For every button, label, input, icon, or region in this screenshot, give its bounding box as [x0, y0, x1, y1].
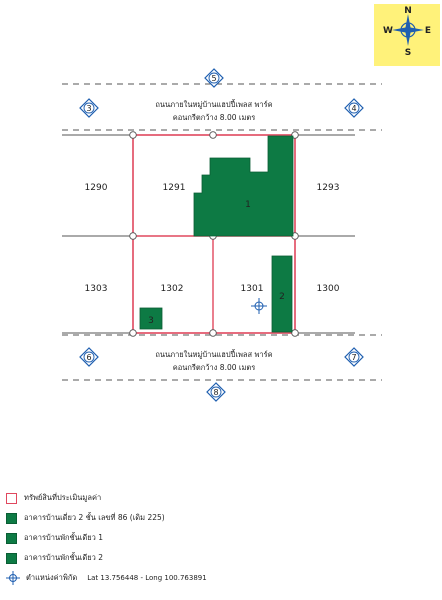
- viewpoint-5-label: 5: [211, 74, 217, 83]
- viewpoint-3-label: 3: [86, 104, 92, 113]
- bottom-road-name: ถนนภายในหมู่บ้านแฮปปี้เพลส พาร์ค: [155, 350, 273, 359]
- top-road-width: คอนกรีตกว้าง 8.00 เมตร: [172, 113, 256, 122]
- compass-east: E: [424, 26, 432, 36]
- legend-building-1-label: อาคารบ้านเดี่ยว 2 ชั้น เลขที่ 86 (เดิม 225): [24, 513, 165, 522]
- viewpoint-7-icon: [345, 348, 363, 366]
- legend-building-3: [6, 548, 436, 568]
- top-road-name: ถนนภายในหมู่บ้านแฮปปี้เพลส พาร์ค: [155, 100, 273, 109]
- legend-location: [6, 568, 436, 588]
- parcel-1302: 1302: [160, 284, 184, 294]
- legend-building-2-label: อาคารบ้านพักชั้นเดียว 1: [24, 533, 103, 542]
- lat-long-readout: Lat 13.756448 - Long 100.763891: [87, 574, 207, 582]
- parcel-1290: 1290: [84, 183, 108, 193]
- bottom-road-width: คอนกรีตกว้าง 8.00 เมตร: [172, 363, 256, 372]
- compass-north: N: [404, 6, 412, 16]
- building-swatch-icon: [6, 533, 17, 544]
- parcel-1291: 1291: [162, 183, 186, 193]
- parcel-1300: 1300: [316, 284, 340, 294]
- building-2-label: 2: [279, 292, 285, 302]
- subject-swatch-icon: [6, 493, 17, 504]
- building-swatch-icon: [6, 513, 17, 524]
- parcel-1293: 1293: [316, 183, 340, 193]
- viewpoint-6-label: 6: [86, 353, 92, 362]
- building-3: [140, 308, 162, 329]
- legend-subject-label: ทรัพย์สินที่ประเมินมูลค่า: [24, 493, 102, 502]
- parcel-1301: 1301: [240, 284, 264, 294]
- viewpoint-7-label: 7: [351, 353, 357, 362]
- viewpoint-4-label: 4: [351, 104, 357, 113]
- viewpoint-3-icon: [80, 99, 98, 117]
- building-3-label: 3: [148, 316, 154, 326]
- viewpoint-4-icon: [345, 99, 363, 117]
- legend-building-3-label: อาคารบ้านพักชั้นเดียว 2: [24, 553, 103, 562]
- legend-building-2: [6, 528, 436, 548]
- compass-west: W: [383, 26, 393, 36]
- building-swatch-icon: [6, 553, 17, 564]
- legend-subject: [6, 488, 436, 508]
- legend-building-1: [6, 508, 436, 528]
- legend-location-label: ตำแหน่งค่าพิกัด: [26, 573, 78, 582]
- viewpoint-6-icon: [80, 348, 98, 366]
- building-1-label: 1: [245, 200, 251, 210]
- map-legend: [6, 488, 436, 588]
- building-2: [272, 256, 292, 332]
- parcel-1303: 1303: [84, 284, 108, 294]
- viewpoint-8-icon: [207, 383, 225, 401]
- crosshair-icon: [6, 571, 20, 585]
- building-1: [194, 136, 293, 236]
- compass-icon: [374, 4, 440, 66]
- location-crosshair-icon: [251, 298, 267, 314]
- compass-south: S: [404, 48, 412, 58]
- viewpoint-8-label: 8: [213, 388, 219, 397]
